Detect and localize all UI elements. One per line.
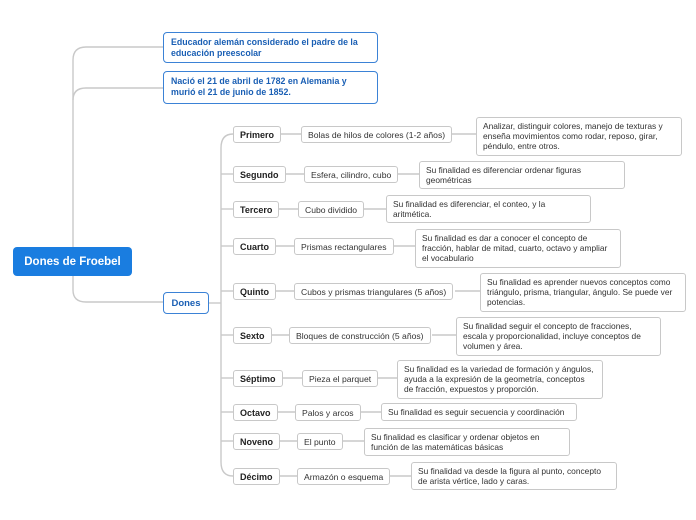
description-node-octavo[interactable]: Su finalidad es seguir secuencia y coordinación bbox=[381, 403, 577, 421]
description-node-cuarto[interactable]: Su finalidad es dar a conocer el concepto de fracción, hablar de mitad, cuarto, octavo y ampliar el vocabulario bbox=[415, 229, 621, 268]
fact-node-educator[interactable]: Educador alemán considerado el padre de la educación preescolar bbox=[163, 32, 378, 63]
gift-node-primero[interactable]: Primero bbox=[233, 126, 281, 143]
object-node-decimo[interactable]: Armazón o esquema bbox=[297, 468, 390, 485]
dones-node[interactable]: Dones bbox=[163, 292, 209, 314]
fact-node-birth-death[interactable]: Nació el 21 de abril de 1782 en Alemania y murió el 21 de junio de 1852. bbox=[163, 71, 378, 104]
object-node-tercero[interactable]: Cubo dividido bbox=[298, 201, 364, 218]
description-node-quinto[interactable]: Su finalidad es aprender nuevos conceptos como triángulo, prisma, triangular, ángulo. Se puede ver potencias. bbox=[480, 273, 686, 312]
description-node-primero[interactable]: Analizar, distinguir colores, manejo de texturas y enseña movimientos como rodar, reposo, girar, péndulo, entre otros. bbox=[476, 117, 682, 156]
gift-node-sexto[interactable]: Sexto bbox=[233, 327, 272, 344]
description-node-segundo[interactable]: Su finalidad es diferenciar ordenar figuras geométricas bbox=[419, 161, 625, 189]
gift-node-quinto[interactable]: Quinto bbox=[233, 283, 276, 300]
object-node-segundo[interactable]: Esfera, cilindro, cubo bbox=[304, 166, 398, 183]
gift-node-tercero[interactable]: Tercero bbox=[233, 201, 279, 218]
object-node-septimo[interactable]: Pieza el parquet bbox=[302, 370, 378, 387]
root-node[interactable]: Dones de Froebel bbox=[13, 247, 132, 276]
gift-node-septimo[interactable]: Séptimo bbox=[233, 370, 283, 387]
object-node-primero[interactable]: Bolas de hilos de colores (1-2 años) bbox=[301, 126, 452, 143]
object-node-octavo[interactable]: Palos y arcos bbox=[295, 404, 361, 421]
description-node-noveno[interactable]: Su finalidad es clasificar y ordenar objetos en función de las matemáticas básicas bbox=[364, 428, 570, 456]
object-node-quinto[interactable]: Cubos y prismas triangulares (5 años) bbox=[294, 283, 453, 300]
gift-node-cuarto[interactable]: Cuarto bbox=[233, 238, 276, 255]
description-node-sexto[interactable]: Su finalidad seguir el concepto de fracciones, escala y proporcionalidad, incluye conceptos de volumen y área. bbox=[456, 317, 661, 356]
description-node-tercero[interactable]: Su finalidad es diferenciar, el conteo, y la aritmética. bbox=[386, 195, 591, 223]
object-node-noveno[interactable]: El punto bbox=[297, 433, 343, 450]
description-node-septimo[interactable]: Su finalidad es la variedad de formación y ángulos, ayuda a la expresión de la geometría, conceptos de fracción, expuestos y proporción. bbox=[397, 360, 603, 399]
gift-node-noveno[interactable]: Noveno bbox=[233, 433, 280, 450]
object-node-cuarto[interactable]: Prismas rectangulares bbox=[294, 238, 394, 255]
object-node-sexto[interactable]: Bloques de construcción (5 años) bbox=[289, 327, 431, 344]
gift-node-segundo[interactable]: Segundo bbox=[233, 166, 286, 183]
gift-node-octavo[interactable]: Octavo bbox=[233, 404, 278, 421]
description-node-decimo[interactable]: Su finalidad va desde la figura al punto, concepto de arista vértice, lado y caras. bbox=[411, 462, 617, 490]
gift-node-decimo[interactable]: Décimo bbox=[233, 468, 280, 485]
